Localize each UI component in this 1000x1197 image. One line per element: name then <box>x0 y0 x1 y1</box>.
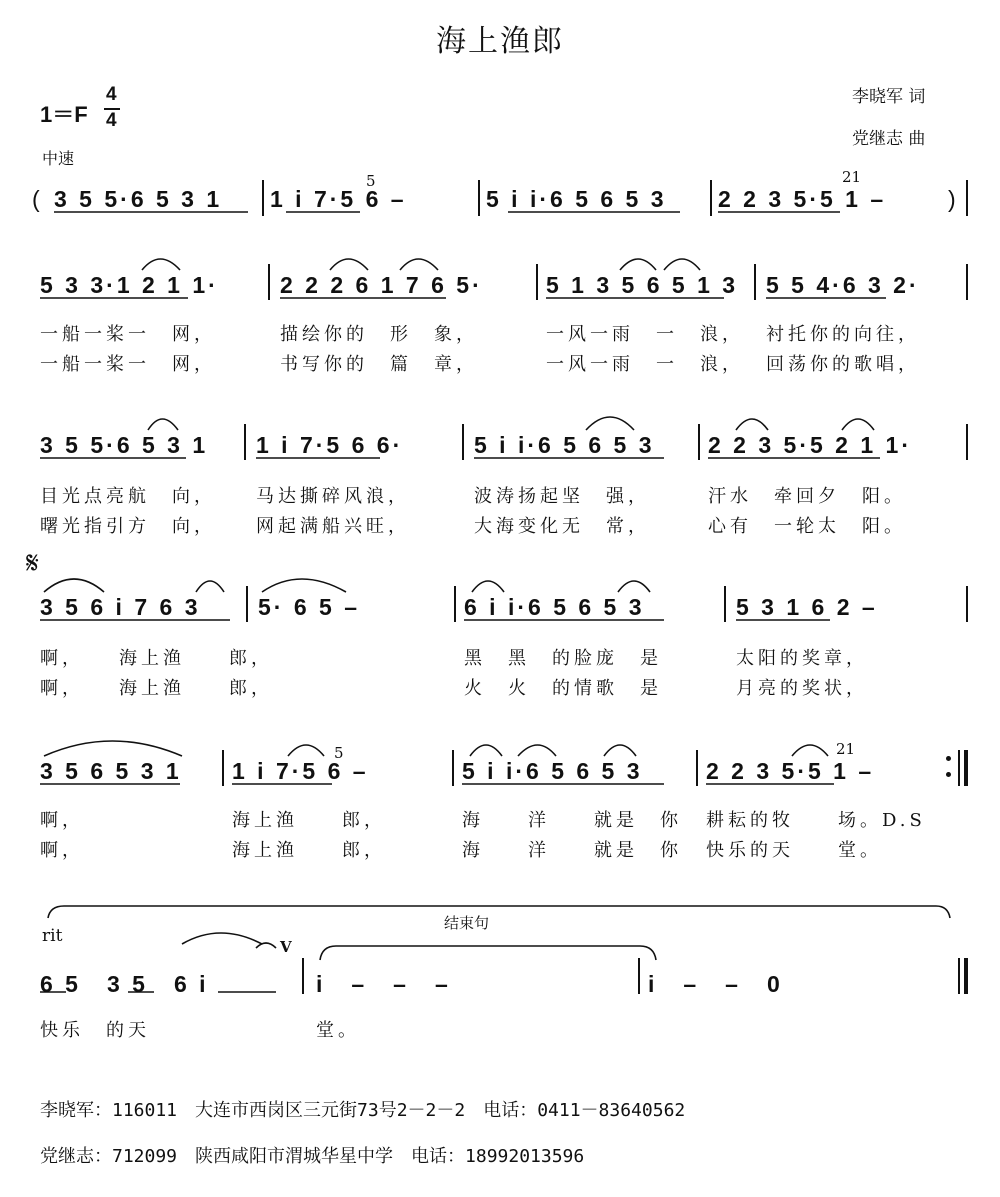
row3-measure-3: 6 i i·6 5 6 5 3 <box>464 594 645 620</box>
row2-lyric-2b: 网起满船兴旺， <box>256 516 410 537</box>
row2-lyric-1b: 马达撕碎风浪， <box>256 486 410 507</box>
row5-measure-1: 6 5 3 5 6 i <box>40 971 209 997</box>
lyricist-credit: 李晓军 词 <box>852 87 926 107</box>
row3-lyric-1b: 黑 黑 的脸庞 是 <box>464 648 662 669</box>
row1-lyric-1a: 一船一桨一 网， <box>40 324 216 345</box>
row2-lyric-1c: 波涛扬起坚 强， <box>474 486 650 507</box>
intro-measure-3: 5 i i·6 5 6 5 3 <box>486 186 667 212</box>
row1-lyric-2d: 回荡你的歌唱， <box>766 354 920 375</box>
grace-note: 5 <box>334 744 344 762</box>
grace-note: 21 <box>836 740 856 758</box>
row3-lyric-1c: 太阳的奖章， <box>736 648 868 669</box>
segno-sign: 𝄋 <box>26 546 39 581</box>
row1-measure-2: 2 2 2 6 1 7 6 5· <box>280 272 483 298</box>
song-title: 海上渔郎 <box>436 24 564 59</box>
ending-label: 结束句 <box>444 914 490 932</box>
row4-measure-4: 2 2 3 5·5 1 – <box>706 758 875 784</box>
row4-lyric-1a: 啊， <box>40 810 84 831</box>
row1-lyric-2a: 一船一桨一 网， <box>40 354 216 375</box>
row4-lyric-2b: 海上渔 郎， <box>232 840 386 861</box>
intro-measure-4: 2 2 3 5·5 1 – <box>718 186 887 212</box>
composer-credit: 党继志 曲 <box>852 129 926 149</box>
row5-measure-2: i – – – <box>316 971 451 997</box>
row2-lyric-1a: 目光点亮航 向， <box>40 486 216 507</box>
breath-mark: V <box>280 938 292 956</box>
row1-lyric-2c: 一风一雨 一 浪， <box>546 354 744 375</box>
row3-lyric-2b: 火 火 的情歌 是 <box>464 678 662 699</box>
row4-lyric-1c: 海 洋 就是 你 <box>462 810 682 831</box>
time-signature-top: 4 <box>106 84 117 105</box>
row4-measure-1: 3 5 6 5 3 1 <box>40 758 182 784</box>
row1-measure-4: 5 5 4·6 3 2· <box>766 272 920 298</box>
time-signature-bottom: 4 <box>106 110 117 131</box>
row2-lyric-1d: 汗水 牵回夕 阳。 <box>708 486 906 507</box>
intro-measure-1: 3 5 5·6 5 3 1 <box>54 186 223 212</box>
row4-lyric-1d: 耕耘的牧 场。D.S <box>706 810 926 831</box>
row2-measure-4: 2 2 3 5·5 2 1 1· <box>708 432 912 458</box>
row3-lyric-2a: 啊， 海上渔 郎， <box>40 678 273 699</box>
row5-lyric-1a: 快乐 的天 <box>40 1020 150 1041</box>
row4-lyric-2a: 啊， <box>40 840 84 861</box>
grace-note: 21 <box>842 168 862 186</box>
row4-lyric-2c: 海 洋 就是 你 <box>462 840 682 861</box>
row2-lyric-2c: 大海变化无 常， <box>474 516 650 537</box>
footer-contact-composer: 党继志：712099 陕西咸阳市渭城华星中学 电话：18992013596 <box>40 1146 585 1167</box>
grace-note: 5 <box>366 172 376 190</box>
row1-measure-1: 5 3 3·1 2 1 1· <box>40 272 219 298</box>
row4-lyric-2d: 快乐的天 堂。 <box>706 840 882 861</box>
intro-close-paren: ) <box>948 186 959 212</box>
footer-contact-lyricist: 李晓军：116011 大连市西岗区三元街73号2－2－2 电话：0411－83640562 <box>40 1100 686 1121</box>
row1-lyric-1c: 一风一雨 一 浪， <box>546 324 744 345</box>
row4-measure-3: 5 i i·6 5 6 5 3 <box>462 758 643 784</box>
row3-measure-2: 5· 6 5 – <box>258 594 360 620</box>
row2-measure-2: 1 i 7·5 6 6· <box>256 432 404 458</box>
row2-measure-1: 3 5 5·6 5 3 1 <box>40 432 209 458</box>
row3-lyric-2c: 月亮的奖状， <box>736 678 868 699</box>
row4-lyric-1b: 海上渔 郎， <box>232 810 386 831</box>
intro-open-paren: ( <box>32 186 43 212</box>
row3-measure-4: 5 3 1 6 2 – <box>736 594 878 620</box>
row5-measure-3: i – – 0 <box>648 971 783 997</box>
tempo-marking: 中速 <box>42 149 75 168</box>
row1-lyric-1b: 描绘你的 形 象， <box>280 324 478 345</box>
row3-lyric-1a: 啊， 海上渔 郎， <box>40 648 273 669</box>
row1-measure-3: 5 1 3 5 6 5 1 3 <box>546 272 739 298</box>
row2-lyric-2d: 心有 一轮太 阳。 <box>708 516 906 537</box>
row3-measure-1: 3 5 6 i 7 6 3 <box>40 594 201 620</box>
intro-measure-2: 1 i 7·5 6 – <box>270 186 407 212</box>
ritardando-marking: rit <box>42 926 63 946</box>
row5-lyric-1b: 堂。 <box>316 1020 360 1041</box>
row1-lyric-2b: 书写你的 篇 章， <box>280 354 478 375</box>
row2-measure-3: 5 i i·6 5 6 5 3 <box>474 432 655 458</box>
key-signature: 1＝F <box>40 102 88 127</box>
row4-measure-2: 1 i 7·5 6 – <box>232 758 369 784</box>
row2-lyric-2a: 曙光指引方 向， <box>40 516 216 537</box>
row1-lyric-1d: 衬托你的向往， <box>766 324 920 345</box>
